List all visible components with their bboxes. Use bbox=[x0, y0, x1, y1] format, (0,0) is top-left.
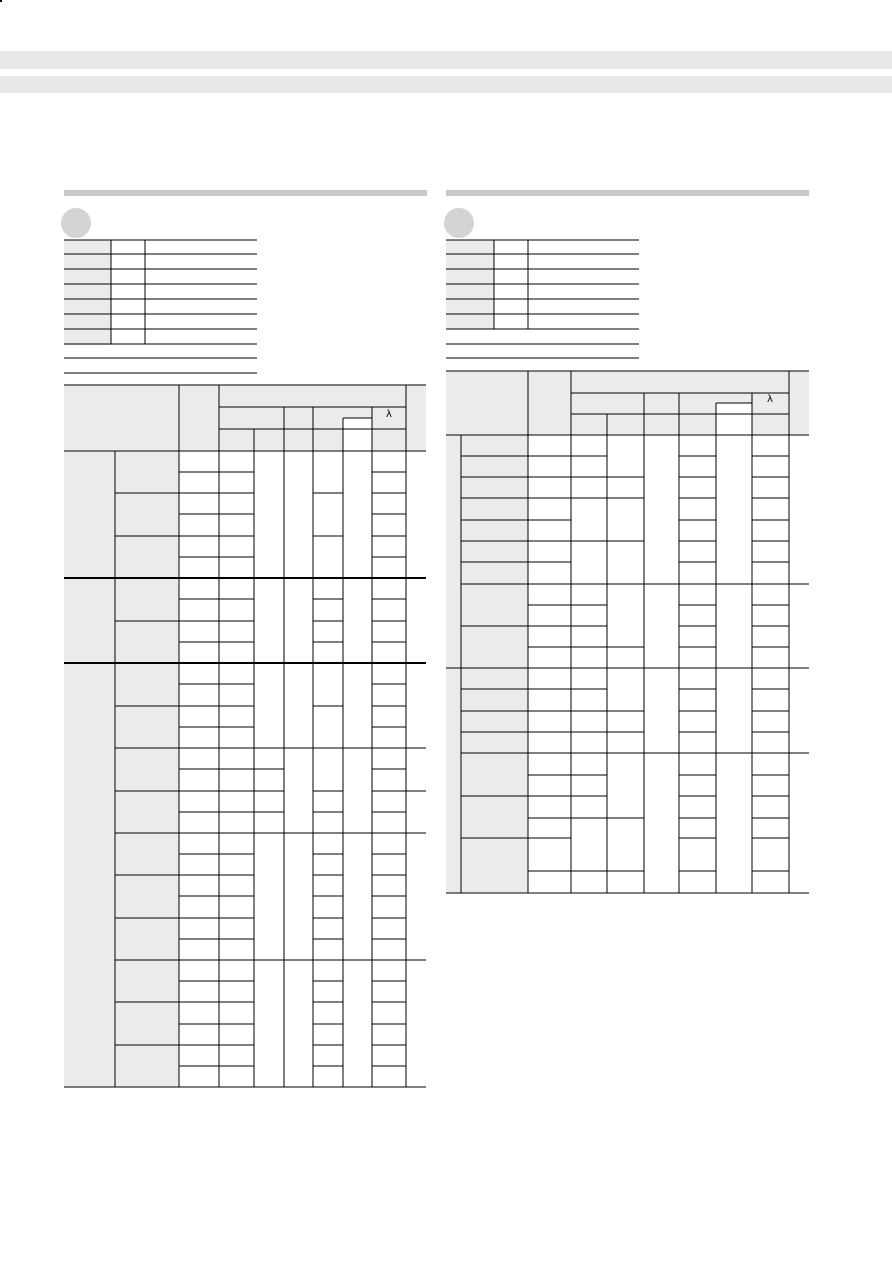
right-spec-box bbox=[446, 240, 639, 358]
left-spec-box bbox=[64, 240, 257, 373]
right-rows-b bbox=[528, 456, 644, 871]
left-rows-c bbox=[372, 472, 426, 1066]
right-rows-d bbox=[752, 456, 789, 871]
left-rows-a bbox=[179, 472, 284, 1066]
right-rows-c bbox=[679, 456, 716, 871]
left-lambda-symbol: λ bbox=[386, 409, 392, 420]
right-lambda-symbol: λ bbox=[767, 394, 773, 405]
left-main-table bbox=[64, 385, 426, 1087]
right-main-table bbox=[446, 371, 809, 893]
